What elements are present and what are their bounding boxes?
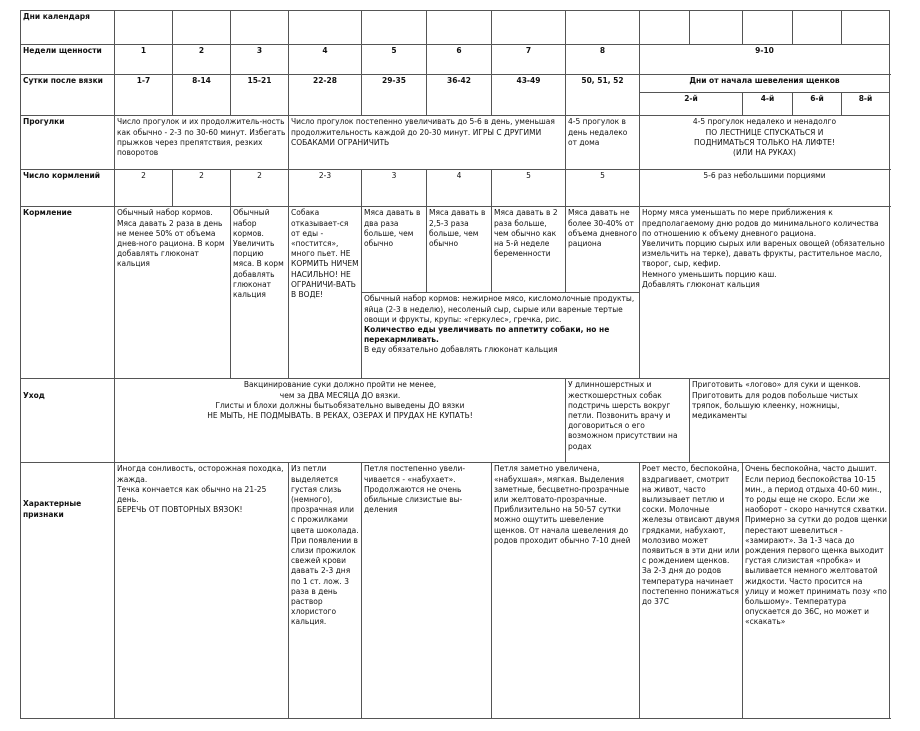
calendar-cell bbox=[289, 11, 362, 45]
feed-count-cell: 2 bbox=[231, 170, 289, 207]
feeding-cell: Мяса давать не более 30-40% от объема дневного рациона bbox=[566, 207, 640, 293]
week-cell: 2 bbox=[173, 45, 231, 75]
row-header-days-after-mating: Сутки после вязки bbox=[21, 75, 115, 116]
signs-cell: Очень беспокойна, часто дышит. Если период беспокойства 10-15 мин., а период отдыха 40-60 мин., то роды еще не скоро. Если же наоборот - скоро начнутся схватки. Примерно за сутки до родов щенки перестают шевелиться - «замирают». За 1-3 часа до рождения первого щенка выходит густая слизистая «пробка» и выливается немного желтоватой жидкости. Часто просится на улицу и может принимать позу «по большому». Температура опускается до 36С, но может и «скакать» bbox=[743, 463, 890, 719]
signs-cell: Петля постепенно увели-чивается - «набухает». Продолжаются не очень обильные слизистые вы-деления bbox=[362, 463, 492, 719]
row-header-signs: Характерные признаки bbox=[21, 463, 115, 719]
walks-cell bbox=[640, 116, 890, 170]
row-feeding-top bbox=[21, 207, 890, 293]
signs-line: Течка кончается как обычно на 21-25 день. bbox=[117, 484, 267, 505]
care-line: НЕ МЫТЬ, НЕ ПОДМЫВАТЬ. В РЕКАХ, ОЗЕРАХ И ПРУДАХ НЕ КУПАТЬ! bbox=[207, 411, 473, 421]
day-range-cell: 22-28 bbox=[289, 75, 362, 116]
calendar-cell bbox=[566, 11, 640, 45]
calendar-cell bbox=[427, 11, 492, 45]
day-range-cell: 8-14 bbox=[173, 75, 231, 116]
feeding-common-text: Обычный набор кормов: нежирное мясо, кисломолочные продукты, яйца (2-3 в неделю), несоленый сыр, сырые или вареные тертые овощи и фрукты, крупы: «геркулес», гречка, рис. bbox=[364, 294, 635, 324]
calendar-cell bbox=[115, 11, 173, 45]
calendar-cell bbox=[743, 11, 793, 45]
day-cell: 8-й bbox=[842, 93, 890, 116]
day-range-cell: 36-42 bbox=[427, 75, 492, 116]
feed-count-cell: 5-6 раз небольшими порциями bbox=[640, 170, 890, 207]
walks-line: ПО ЛЕСТНИЦЕ СПУСКАТЬСЯ И bbox=[705, 127, 824, 137]
feeding-cell: Мяса давать в 2,5-3 раза больше, чем обычно bbox=[427, 207, 492, 293]
care-line: Глисты и блохи должны бытьобязательно выведены ДО вязки bbox=[215, 400, 465, 410]
feeding-line: Добавлять глюконат кальция bbox=[642, 279, 760, 289]
week-cell: 3 bbox=[231, 45, 289, 75]
day-range-cell: 1-7 bbox=[115, 75, 173, 116]
walks-cell: Число прогулок постепенно увеличивать до 5-6 в день, уменьшая продолжительность каждой до 20-30 минут. ИГРЫ С ДРУГИМИ СОБАКАМИ ОГРАНИЧИТЬ bbox=[289, 116, 566, 170]
care-cell: Приготовить «логово» для суки и щенков. Приготовить для родов побольше чистых тряпок, большую клеенку, ножницы, медикаменты bbox=[690, 379, 890, 463]
day-range-cell: 29-35 bbox=[362, 75, 427, 116]
feeding-cell: Мяса давать в два раза больше, чем обычно bbox=[362, 207, 427, 293]
walks-line: (ИЛИ НА РУКАХ) bbox=[733, 148, 796, 158]
row-header-feed-count: Число кормлений bbox=[21, 170, 115, 207]
feeding-common-end: В еду обязательно добавлять глюконат кальция bbox=[364, 345, 558, 355]
day-range-cell: 50, 51, 52 bbox=[566, 75, 640, 116]
signs-line: Иногда сонливость, осторожная походка, жажда. bbox=[117, 464, 284, 484]
row-feed-count bbox=[21, 170, 890, 207]
row-header-calendar-days: Дни календаря bbox=[21, 11, 115, 45]
pregnancy-calendar-table bbox=[20, 10, 890, 719]
calendar-cell bbox=[173, 11, 231, 45]
row-walks bbox=[21, 116, 890, 170]
week-cell: 1 bbox=[115, 45, 173, 75]
movement-days-header: Дни от начала шевеления щенков bbox=[640, 75, 890, 93]
feeding-line: Увеличить порцию сырых или вареных овощей (обязательно измельчить на терке), давать фрукты, растительное масло, творог, сыр, кефир. bbox=[642, 239, 885, 269]
signs-cell: Петля заметно увеличена, «набухшая», мягкая. Выделения заметные, бесцветно-прозрачные или желтовато-прозрачные. Приблизительно на 50-57 сутки можно ощутить шевеление щенков. От начала шевеления до родов проходит обычно 7-10 дней bbox=[492, 463, 640, 719]
calendar-cell bbox=[492, 11, 566, 45]
feeding-cell: Обычный набор кормов. Увеличить порцию мяса. В корм добавлять глюконат кальция bbox=[231, 207, 289, 379]
row-care bbox=[21, 379, 890, 463]
row-days-subheader bbox=[21, 75, 890, 93]
calendar-cell bbox=[842, 11, 890, 45]
row-signs bbox=[21, 463, 890, 719]
day-cell: 4-й bbox=[743, 93, 793, 116]
care-line: Вакцинирование суки должно пройти не менее, bbox=[243, 380, 437, 390]
care-cell bbox=[115, 379, 566, 463]
signs-line: БЕРЕЧЬ ОТ ПОВТОРНЫХ ВЯЗОК! bbox=[117, 505, 243, 515]
signs-cell: Из петли выделяется густая слизь (немного), прозрачная или с прожилками цвета шоколада. При появлении в слизи прожилок свежей крови давать 2-3 дня по 1 ст. лож. 3 раза в день раствор хлористого кальция. bbox=[289, 463, 362, 719]
row-header-weeks: Недели щенности bbox=[21, 45, 115, 75]
row-calendar-days bbox=[21, 11, 890, 45]
walks-line: ПОДНИМАТЬСЯ ТОЛЬКО НА ЛИФТЕ! bbox=[694, 137, 835, 147]
feed-count-cell: 2-3 bbox=[289, 170, 362, 207]
day-range-cell: 43-49 bbox=[492, 75, 566, 116]
day-cell: 6-й bbox=[793, 93, 842, 116]
feeding-cell: Собака отказывает-ся от еды - «постится», много пьет. НЕ КОРМИТЬ НИЧЕМ НАСИЛЬНО! НЕ ОГРАНИЧИ-ВАТЬ В ВОДЕ! bbox=[289, 207, 362, 379]
calendar-cell bbox=[362, 11, 427, 45]
week-cell: 6 bbox=[427, 45, 492, 75]
feeding-common-cell bbox=[362, 293, 640, 379]
day-cell: 2-й bbox=[640, 93, 743, 116]
feed-count-cell: 5 bbox=[566, 170, 640, 207]
row-header-walks: Прогулки bbox=[21, 116, 115, 170]
week-cell: 9-10 bbox=[640, 45, 890, 75]
walks-line: 4-5 прогулок недалеко и ненадолго bbox=[692, 117, 837, 127]
care-cell: У длинношерстных и жесткошерстных собак подстричь шерсть вокруг петли. Позвонить врачу и договориться о его возможном присутствии на родах bbox=[566, 379, 690, 463]
week-cell: 7 bbox=[492, 45, 566, 75]
feeding-line: Немного уменьшить порцию каш. bbox=[642, 269, 777, 279]
calendar-cell bbox=[690, 11, 743, 45]
signs-cell: Роет место, беспокойна, вздрагивает, смотрит на живот, часто вылизывает петлю и соски. Молочные железы отвисают двумя грядками, набухают, молозиво может появиться в эти дни или с рождением щенков. За 2-3 дня до родов температура начинает постепенно понижаться до 37С bbox=[640, 463, 743, 719]
feeding-line: Норму мяса уменьшать по мере приближения к предполагаемому дню родов до минимального количества по отношению к объему дневного рациона. bbox=[642, 208, 879, 238]
feeding-cell bbox=[640, 207, 890, 379]
row-header-care: Уход bbox=[21, 379, 115, 463]
calendar-cell bbox=[640, 11, 690, 45]
row-header-feeding: Кормление bbox=[21, 207, 115, 379]
feed-count-cell: 4 bbox=[427, 170, 492, 207]
week-cell: 5 bbox=[362, 45, 427, 75]
feeding-common-bold: Количество еды увеличивать по аппетиту собаки, но не перекармливать. bbox=[364, 325, 610, 345]
walks-cell: 4-5 прогулок в день недалеко от дома bbox=[566, 116, 640, 170]
walks-cell: Число прогулок и их продолжитель-ность как обычно - 2-3 по 30-60 минут. Избегать прыжков через препятствия, резких поворотов bbox=[115, 116, 289, 170]
calendar-cell bbox=[231, 11, 289, 45]
week-cell: 8 bbox=[566, 45, 640, 75]
week-cell: 4 bbox=[289, 45, 362, 75]
feed-count-cell: 3 bbox=[362, 170, 427, 207]
calendar-cell bbox=[793, 11, 842, 45]
signs-cell bbox=[115, 463, 289, 719]
care-line: чем за ДВА МЕСЯЦА ДО вязки. bbox=[279, 390, 401, 400]
feeding-cell: Обычный набор кормов. Мяса давать 2 раза в день не менее 50% от объема днев-ного рациона. В корм добавлять глюконат кальция bbox=[115, 207, 231, 379]
feed-count-cell: 5 bbox=[492, 170, 566, 207]
feeding-cell: Мяса давать в 2 раза больше, чем обычно как на 5-й неделе беременности bbox=[492, 207, 566, 293]
day-range-cell: 15-21 bbox=[231, 75, 289, 116]
feed-count-cell: 2 bbox=[173, 170, 231, 207]
feed-count-cell: 2 bbox=[115, 170, 173, 207]
row-weeks bbox=[21, 45, 890, 75]
